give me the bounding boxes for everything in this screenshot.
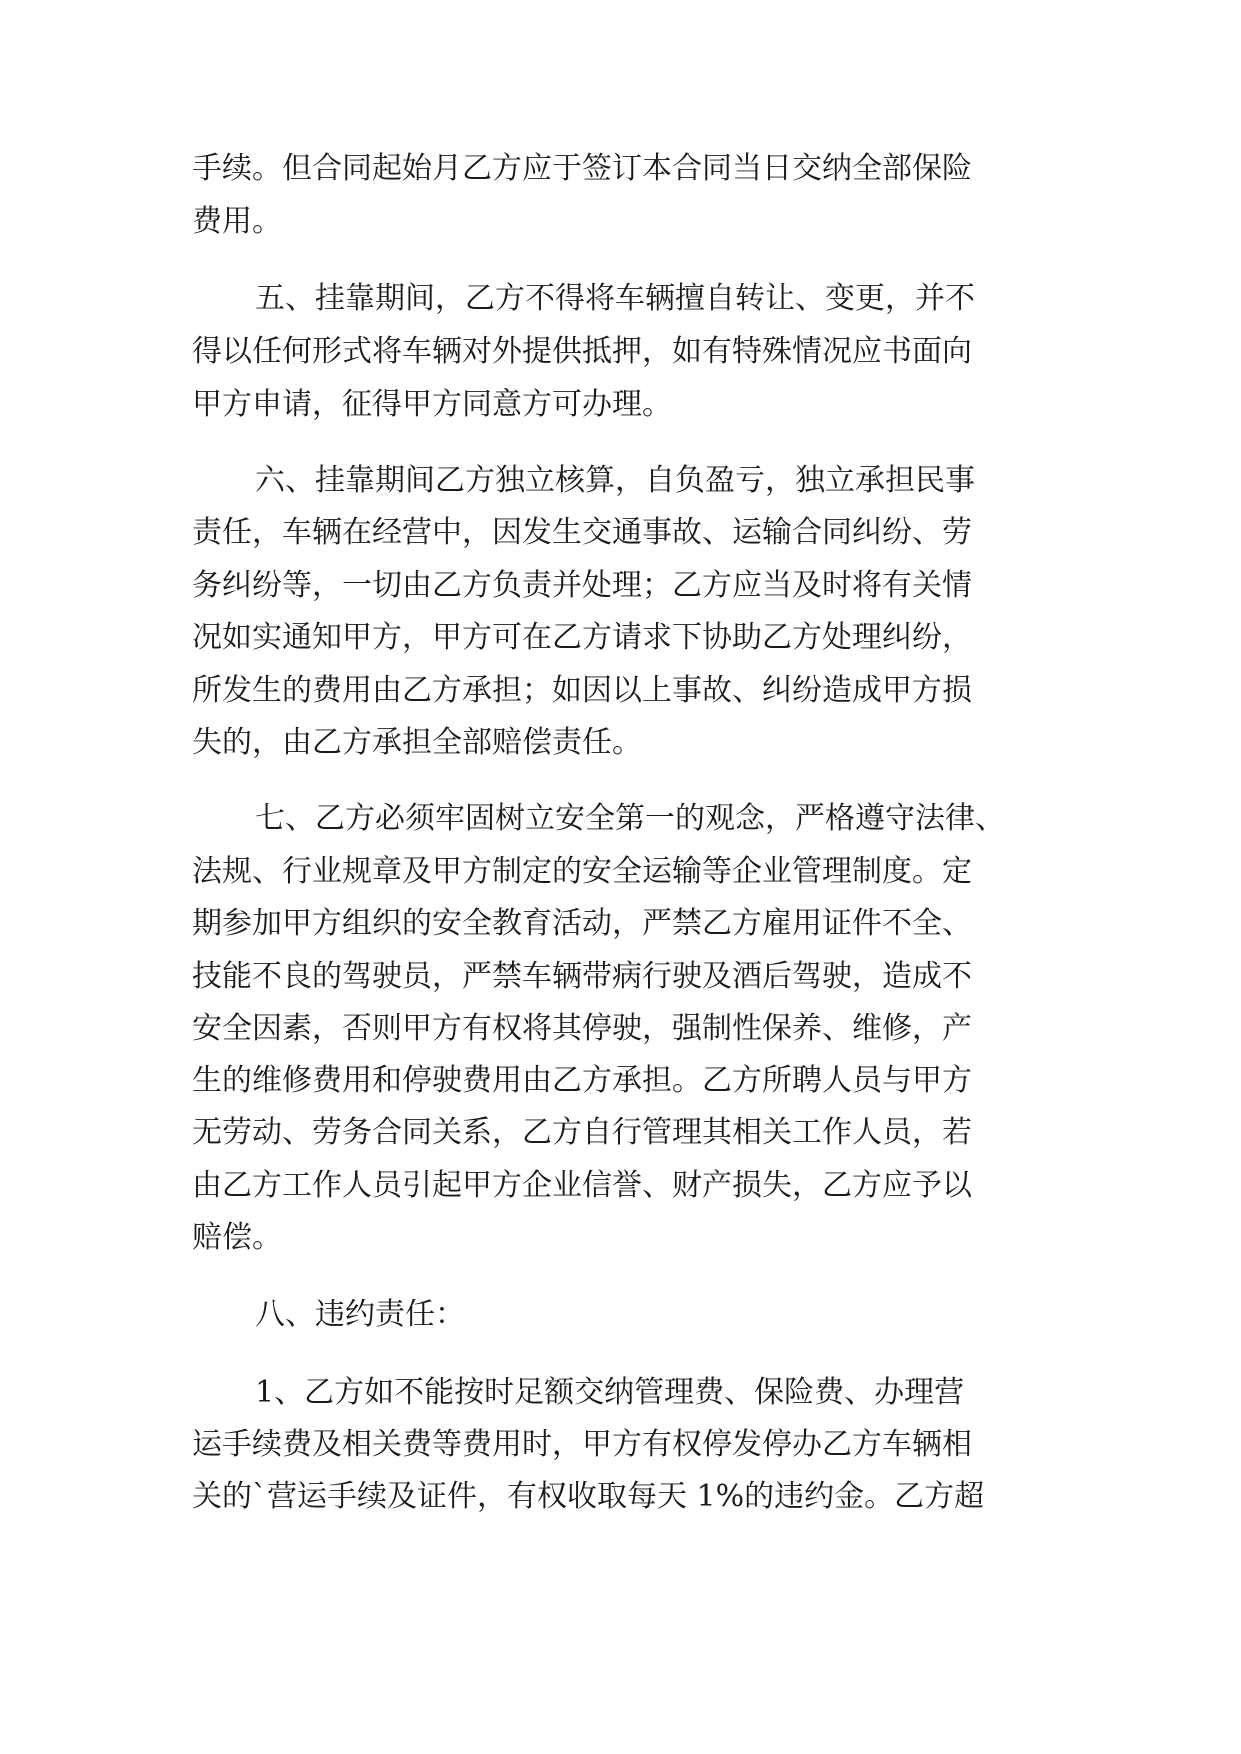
paragraph-5-line: 五、挂靠期间，乙方不得将车辆擅自转让、变更，并不 (255, 281, 975, 316)
paragraph-8-heading: 八、违约责任： (255, 1297, 465, 1332)
text-line: 所发生的费用由乙方承担；如因以上事故、纠纷造成甲方损 (192, 673, 972, 708)
text-line: 法规、行业规章及甲方制定的安全运输等企业管理制度。定 (192, 854, 972, 889)
clause-8-1-line: 1、乙方如不能按时足额交纳管理费、保险费、办理营 (255, 1375, 965, 1410)
text-line: 期参加甲方组织的安全教育活动，严禁乙方雇用证件不全、 (192, 906, 972, 941)
text-line: 无劳动、劳务合同关系，乙方自行管理其相关工作人员，若 (192, 1115, 972, 1150)
paragraph-6-line: 六、挂靠期间乙方独立核算，自负盈亏，独立承担民事 (255, 463, 975, 498)
paragraph-7-line: 七、乙方必须牢固树立安全第一的观念，严格遵守法律、 (255, 801, 1005, 836)
text-line: 赔偿。 (192, 1220, 282, 1255)
text-line: 甲方申请，征得甲方同意方可办理。 (192, 387, 672, 422)
text-line: 务纠纷等，一切由乙方负责并处理；乙方应当及时将有关情 (192, 568, 972, 603)
text-line: 安全因素，否则甲方有权将其停驶，强制性保养、维修，产 (192, 1011, 972, 1046)
text-line: 责任，车辆在经营中，因发生交通事故、运输合同纠纷、劳 (192, 515, 972, 550)
text-line: 关的`营运手续及证件，有权收取每天 1%的违约金。乙方超 (192, 1479, 985, 1514)
text-line: 手续。但合同起始月乙方应于签订本合同当日交纳全部保险 (192, 151, 972, 186)
text-line: 失的，由乙方承担全部赔偿责任。 (192, 725, 642, 760)
text-line: 由乙方工作人员引起甲方企业信誉、财产损失，乙方应予以 (192, 1168, 972, 1203)
text-line: 运手续费及相关费等费用时，甲方有权停发停办乙方车辆相 (192, 1427, 972, 1462)
text-line: 况如实通知甲方，甲方可在乙方请求下协助乙方处理纠纷， (192, 620, 972, 655)
text-line: 得以任何形式将车辆对外提供抵押，如有特殊情况应书面向 (192, 334, 972, 369)
text-line: 生的维修费用和停驶费用由乙方承担。乙方所聘人员与甲方 (192, 1063, 972, 1098)
text-line: 费用。 (192, 204, 282, 239)
text-line: 技能不良的驾驶员，严禁车辆带病行驶及酒后驾驶，造成不 (192, 959, 972, 994)
